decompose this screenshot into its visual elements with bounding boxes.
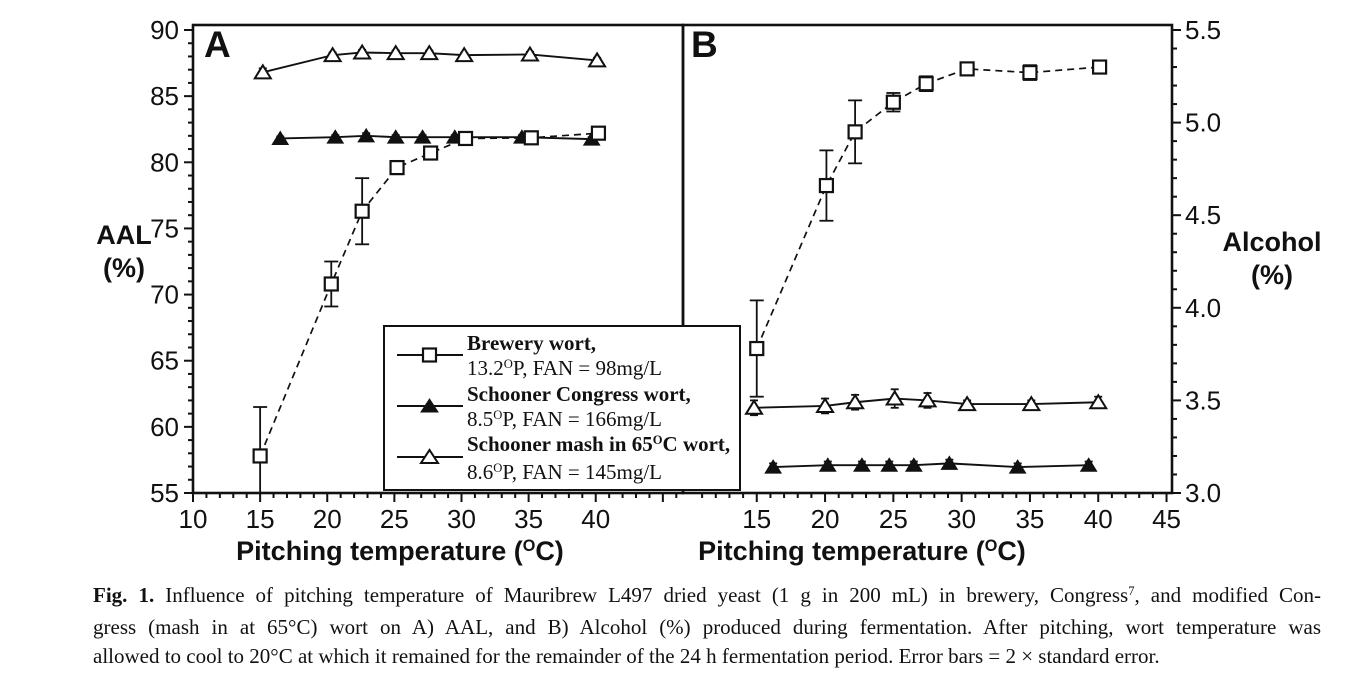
x-tick-label: 15 [742,504,772,534]
x-tick-label: 35 [1015,504,1045,534]
text-segment: 8.6 [467,459,494,484]
x-tick-label: 40 [1083,504,1113,534]
square-open-marker [356,205,369,218]
x-tick-label: 35 [514,504,544,534]
caption-line [93,642,1321,671]
y-axis-title-aal [76,219,172,285]
square-open-marker [961,62,974,75]
y-tick-label: 75 [150,213,179,244]
square-open-marker [391,161,404,174]
legend-row [393,383,739,434]
y-tick-label: 3.5 [1185,385,1222,416]
text-segment: allowed to cool to 20°C at which it remained for the remainder of the 24 h fermentation period. Error bars = 2 × standard error. [93,644,1160,668]
text-segment: P, FAN = 98mg/L [512,356,663,380]
legend-row [393,431,739,485]
y-tick-label: 5.0 [1185,107,1222,138]
text-segment: Brewery wort, [467,331,597,355]
text-segment: Schooner Congress wort, [467,382,691,406]
text-segment: Influence of pitching temperature of Mauribrew L497 dried yeast (1 g in 200 mL) in brewery, Congress [154,583,1129,607]
axis-title-line: AAL [96,220,152,250]
y-tick-label: 4.5 [1185,200,1222,231]
y-tick-label: 3.0 [1185,478,1222,508]
square-open-marker [525,131,538,144]
legend-marker-canvas [393,383,467,429]
x-axis-title-panel-a [200,536,600,567]
legend-marker-canvas [393,332,467,378]
x-tick-label: 40 [581,504,611,534]
text-segment: Pitching temperature ( [236,536,523,566]
square-open-marker [1023,66,1036,79]
x-tick-label: 30 [447,504,476,534]
panel-B [683,15,1221,534]
legend-row [393,332,739,383]
text-segment: O [503,357,513,372]
text-segment: O [522,537,536,556]
square-open-marker [1093,61,1106,74]
y-axis-title-alcohol [1210,226,1334,292]
square-open-marker [849,125,862,138]
legend-entry-text [467,432,730,488]
text-segment: C) [997,536,1026,566]
legend-entry-detail [467,356,662,384]
text-segment: 8.5 [467,407,494,431]
text-segment: 13.2 [467,356,504,380]
text-segment: Pitching temperature ( [698,536,985,566]
series-congress-line [773,463,1089,467]
x-tick-label: 25 [379,504,409,534]
square-open-marker [887,96,900,109]
caption-line [93,581,1321,613]
square-open-legend-icon [393,332,467,383]
axis-title-line: Alcohol [1222,227,1322,257]
square-open-marker [750,342,763,355]
square-open-marker [820,179,833,192]
text-segment: P, FAN = 145mg/L [502,459,663,484]
legend-entry-title [467,432,730,460]
text-segment: O [652,432,663,447]
text-segment: gress (mash in at 65°C) wort on A) AAL, and B) Alcohol (%) produced during fermentation. After pitching, wort temperature was [93,615,1321,639]
square-open-marker [254,449,267,462]
legend-entry-text [467,382,691,435]
text-segment: C) [535,536,564,566]
text-segment: Schooner mash in 65 [467,431,653,456]
x-tick-label: 25 [878,504,908,534]
legend-marker-canvas [393,434,467,480]
triangle-open-legend-icon [393,434,467,485]
panel-a-label: A [204,24,231,65]
text-segment: Fig. 1. [93,583,155,607]
y-tick-label: 70 [150,279,179,310]
axis-title-line: (%) [1251,260,1293,290]
x-axis-title-panel-b [662,536,1062,567]
x-tick-label: 15 [245,504,275,534]
x-tick-label: 20 [312,504,342,534]
square-open-marker [459,132,472,145]
text-segment: , and modified Con- [1134,583,1321,607]
text-segment: 7 [1128,584,1135,599]
triangle-filled-legend-icon [393,383,467,434]
legend-entry-title [467,331,662,356]
y-tick-label: 80 [150,147,179,178]
series-brewery-line [757,67,1100,349]
y-tick-label: 65 [150,345,179,376]
y-tick-label: 60 [150,411,179,442]
y-tick-label: 85 [150,81,179,112]
chart-legend [383,325,741,491]
figure-caption [93,581,1321,671]
x-tick-label: 20 [810,504,840,534]
y-tick-label: 4.0 [1185,292,1222,323]
caption-line [93,613,1321,642]
y-tick-label: 5.5 [1185,15,1222,45]
y-tick-label: 90 [150,15,179,45]
panel-B-box [683,25,1172,493]
square-open-marker [592,127,605,140]
legend-entry-text [467,331,662,384]
text-segment: O [493,460,503,475]
y-tick-label: 55 [150,478,179,508]
square-open-marker [325,277,338,290]
panel-b-label: B [691,24,718,65]
square-open-marker [424,147,437,160]
x-tick-label: 45 [1152,504,1181,534]
text-segment: O [984,537,998,556]
x-tick-label: 30 [947,504,977,534]
text-segment: P, FAN = 166mg/L [502,407,663,431]
axis-title-line: (%) [103,253,145,283]
legend-entry-title [467,382,691,407]
square-open-marker [920,77,933,90]
x-tick-label: 10 [178,504,208,534]
text-segment: C wort, [662,431,731,456]
legend-entry-detail [467,460,730,488]
text-segment: O [493,408,503,423]
